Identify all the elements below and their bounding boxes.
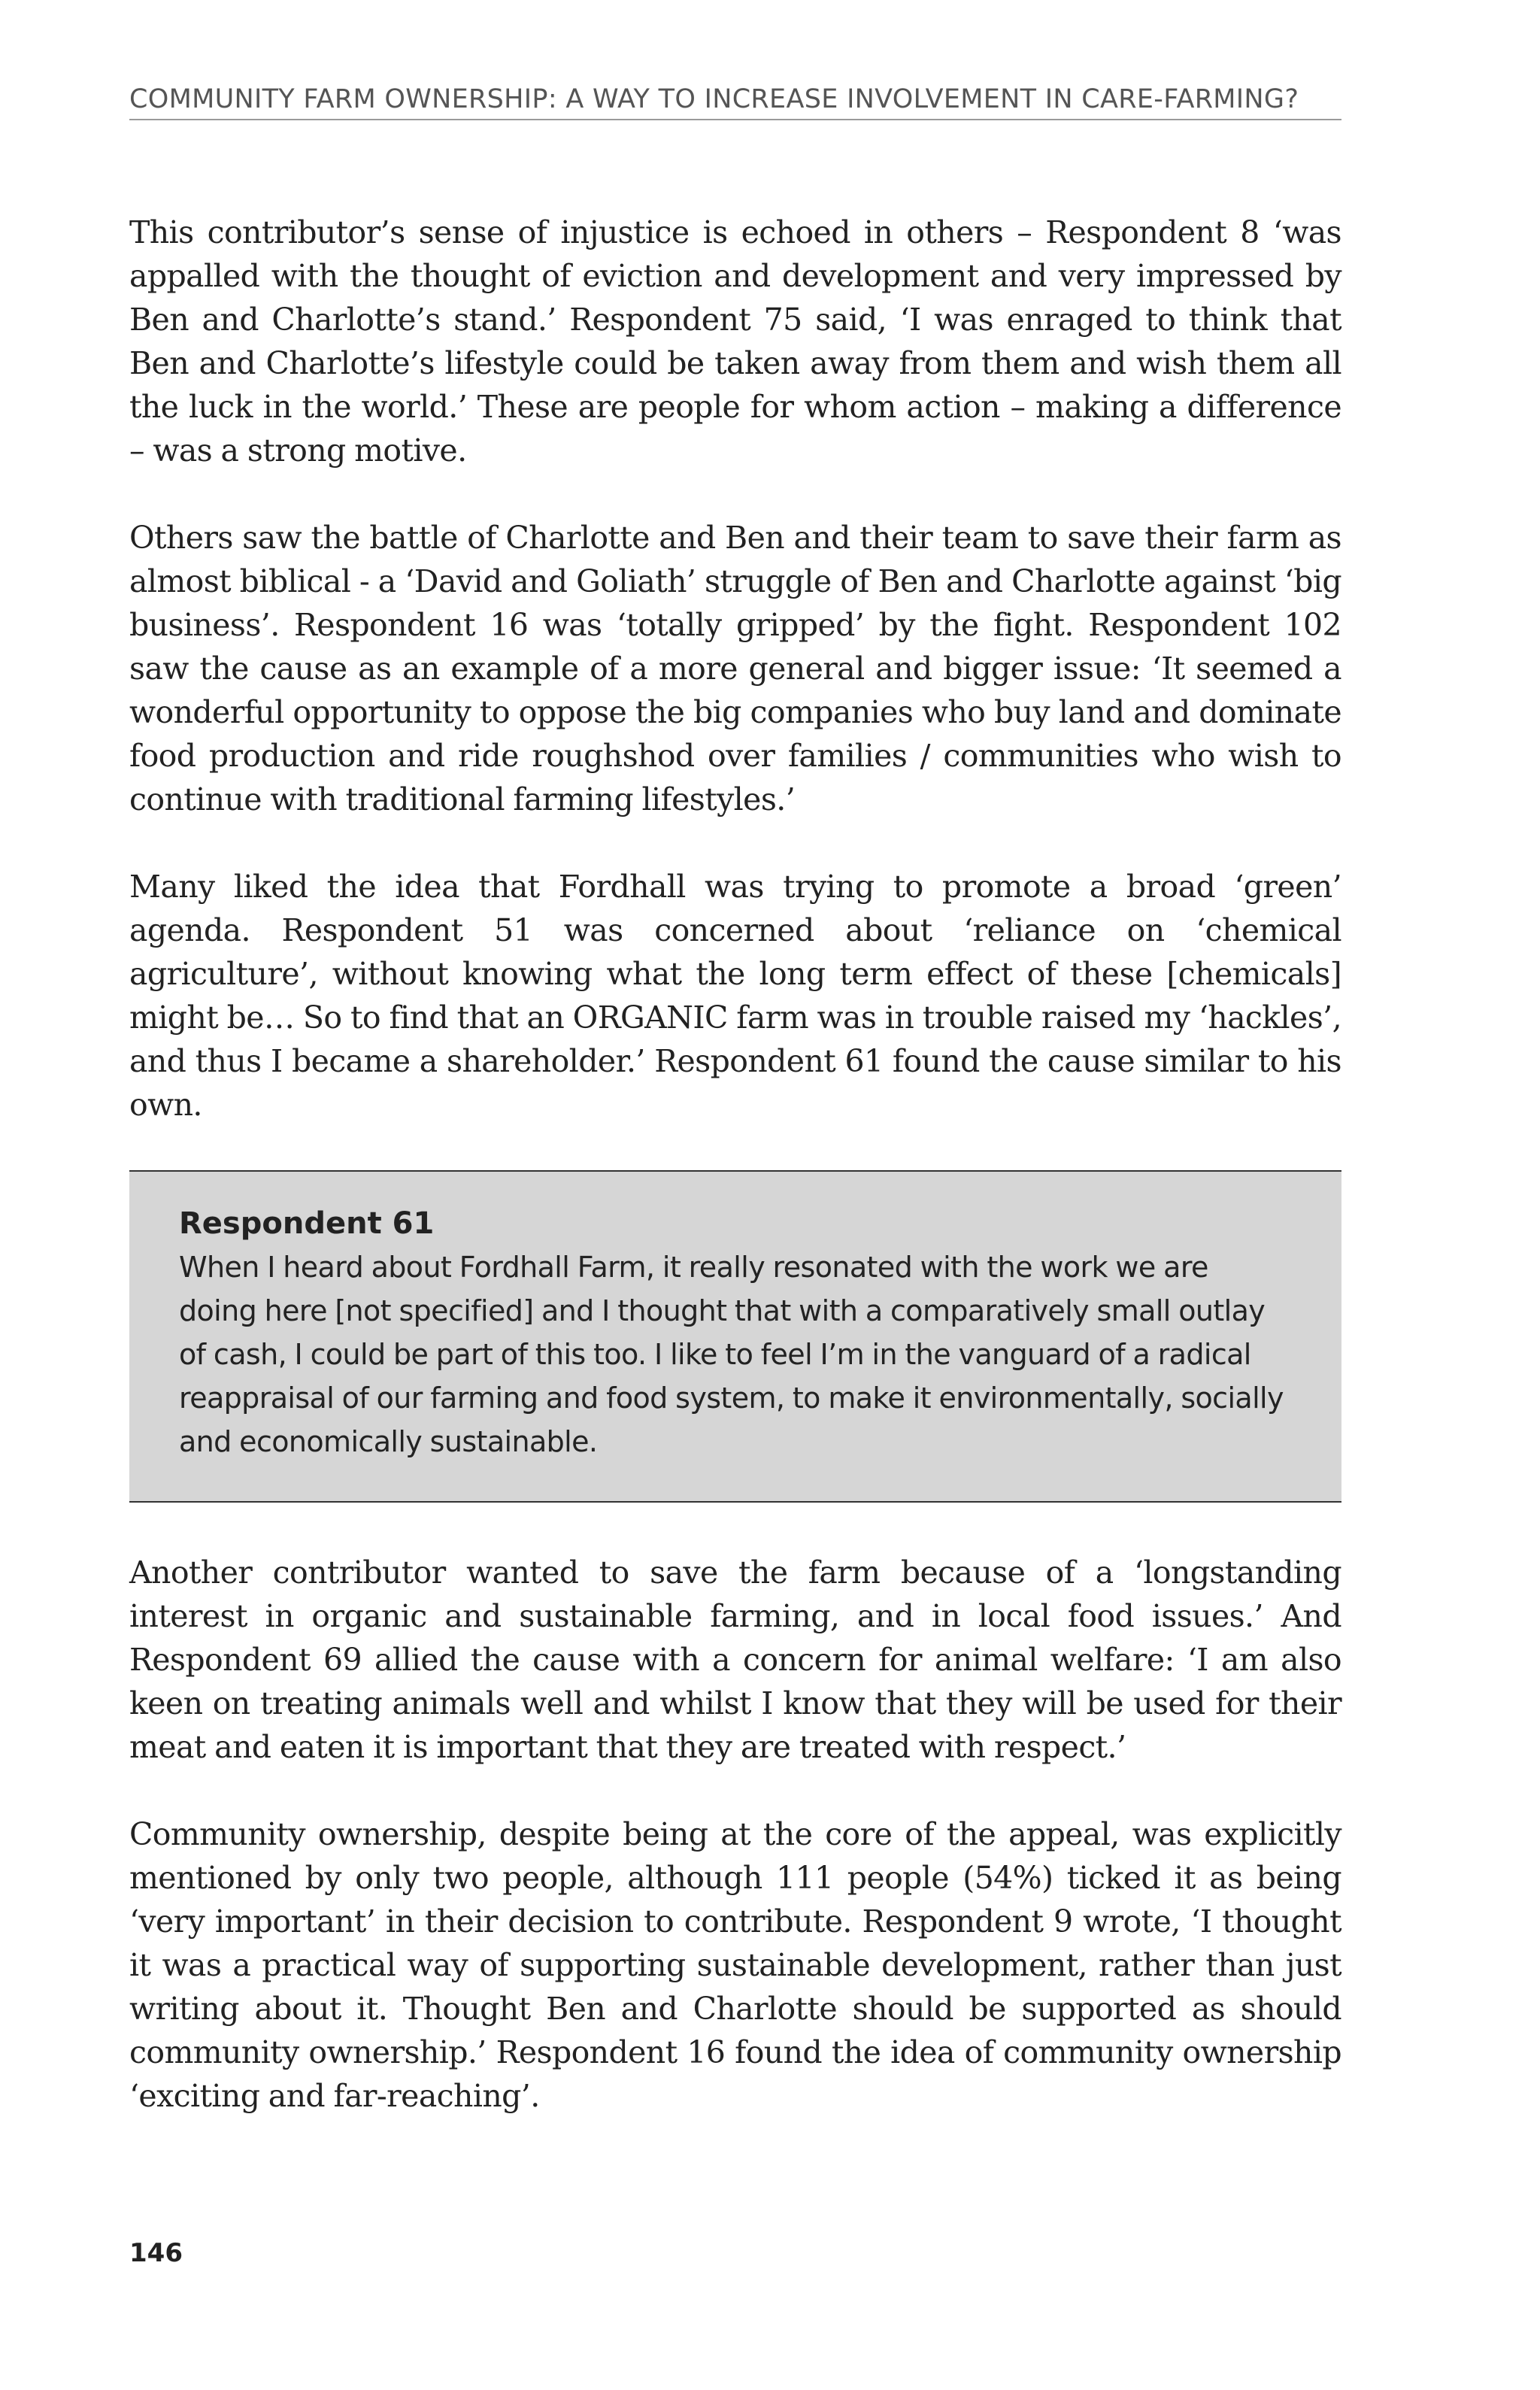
page-number: 146 xyxy=(129,2238,183,2268)
paragraph-sustainable-farming: Another contributor wanted to save the farm because of a ‘longstanding interest in organic and sustainable farming, and in local food issues.’ And Respondent 69 allied the cause with a concern for animal welfare: ‘I am also keen on treating animals well and whilst I know that they will be used for their meat and eaten it is important that they are treated with respect.’ xyxy=(129,1554,1341,1765)
paragraph-green-agenda: Many liked the idea that Fordhall was trying to promote a broad ‘green’ agenda. Respondent 51 was concerned about ‘reliance on ‘chemical agriculture’, without knowing what the long term effect of these [chemicals] might be… So to find that an ORGANIC farm was in trouble raised my ‘hackles’, and thus I became a shareholder.’ Respondent 61 found the cause similar to his own. xyxy=(129,869,1341,1123)
quote-box-title: Respondent 61 xyxy=(179,1206,435,1241)
body-text xyxy=(129,211,1341,2161)
running-header: COMMUNITY FARM OWNERSHIP: A WAY TO INCREASE INVOLVEMENT IN CARE-FARMING? xyxy=(129,84,1299,114)
paragraph-david-goliath: Others saw the battle of Charlotte and Ben and their team to save their farm as almost biblical - a ‘David and Goliath’ struggle of Ben and Charlotte against ‘big business’. Respondent 16 was ‘totally gripped’ by the fight. Respondent 102 saw the cause as an example of a more general and bigger issue: ‘It seemed a wonderful opportunity to oppose the big companies who buy land and dominate food production and ride roughshod over families / communities who wish to continue with traditional farming lifestyles.’ xyxy=(129,520,1341,817)
paragraph-community-ownership: Community ownership, despite being at the core of the appeal, was explicitly mentioned by only two people, although 111 people (54%) ticked it as being ‘very important’ in their decision to contribute. Respondent 9 wrote, ‘I thought it was a practical way of supporting sustainable development, rather than just writing about it. Thought Ben and Charlotte should be supported as should community ownership.’ Respondent 16 found the idea of community ownership ‘exciting and far-reaching’. xyxy=(129,1816,1341,2114)
header-rule xyxy=(129,119,1341,120)
quote-box-text: When I heard about Fordhall Farm, it really resonated with the work we are doing here [not specified] and I thought that with a comparatively small outlay of cash, I could be part of this too. I like to feel I’m in the vanguard of a radical reappraisal of our farming and food system, to make it environmentally, socially and economically sustainable. xyxy=(179,1251,1284,1458)
paragraph-injustice: This contributor’s sense of injustice is echoed in others – Respondent 8 ‘was appalled with the thought of eviction and development and very impressed by Ben and Charlotte’s stand.’ Respondent 75 said, ‘I was enraged to think that Ben and Charlotte’s lifestyle could be taken away from them and wish them all the luck in the world.’ These are people for whom action – making a difference – was a strong motive. xyxy=(129,214,1341,469)
quote-box xyxy=(129,1170,1341,1503)
